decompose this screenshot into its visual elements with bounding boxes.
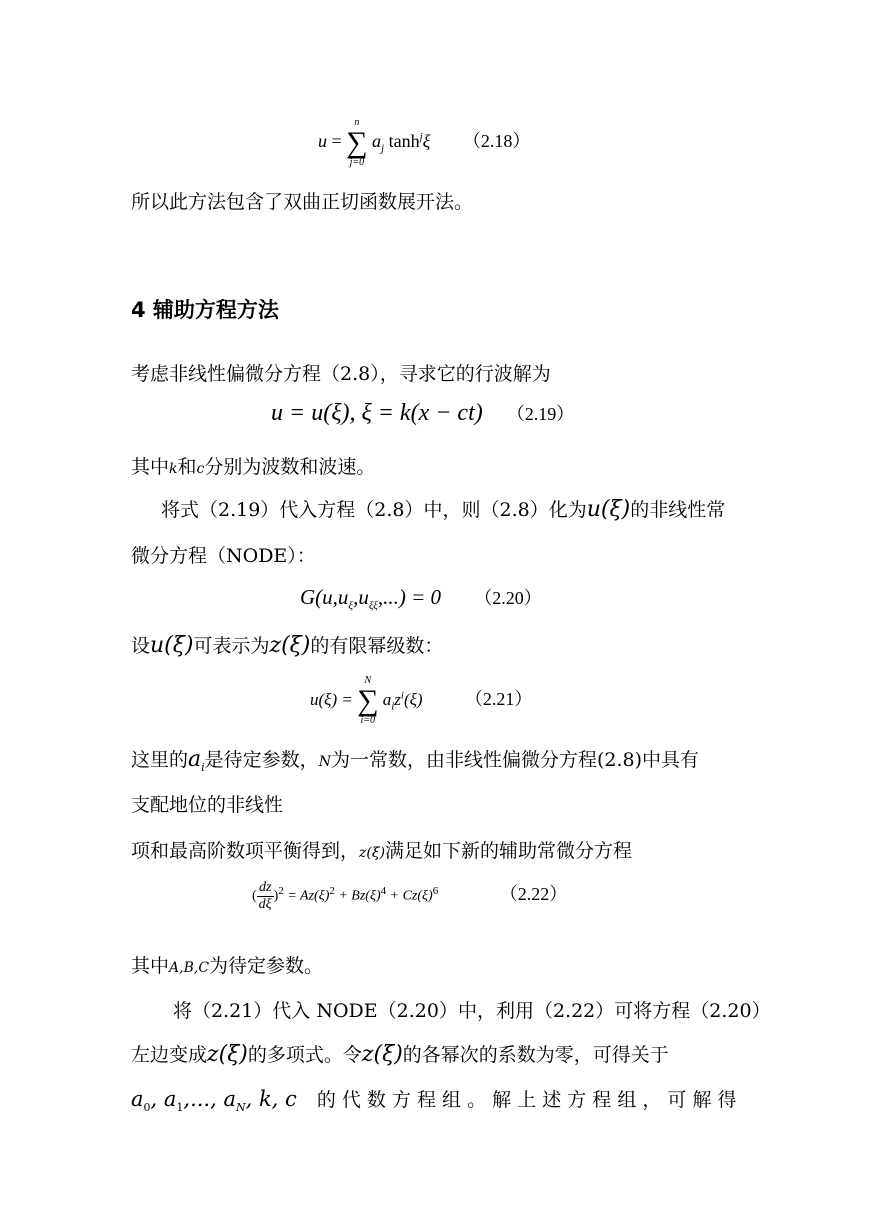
- eq-label: （2.22）: [499, 884, 568, 904]
- paragraph: 所以此方法包含了双曲正切函数展开法。: [131, 191, 474, 213]
- eq-body: u = u(ξ), ξ = k(x − ct): [271, 400, 483, 426]
- paragraph: 将式（2.19）代入方程（2.8）中，则（2.8）化为u(ξ)的非线性常: [161, 497, 726, 522]
- eq-label: （2.19）: [506, 404, 575, 424]
- tanh-fn: tanh: [388, 131, 420, 152]
- z-xi: z(ξ): [269, 633, 311, 658]
- derivative-fraction: $\frac{dz}{d\xi}$: [258, 880, 272, 912]
- sum-upper: n: [354, 117, 360, 128]
- coef-sub: j: [381, 142, 385, 155]
- eq-label: （2.20）: [474, 588, 542, 608]
- z-xi: z(ξ): [359, 845, 386, 861]
- xi-var: ξ: [422, 131, 431, 152]
- paragraph: 将（2.21）代入 NODE（2.20）中，利用（2.22）可将方程（2.20）: [173, 1000, 771, 1022]
- sum-operator: n ∑ j=0: [346, 117, 368, 168]
- equation-2-20: $G(u,u_\xi,u_{\xi\xi},...) = 0$ （2.20）: [300, 585, 542, 613]
- tanh-power: j: [419, 131, 423, 144]
- sum-operator: N ∑ i=0: [357, 675, 379, 726]
- c-var: c: [196, 461, 205, 477]
- k-var: k: [169, 461, 178, 477]
- eq-label: （2.21）: [464, 688, 533, 709]
- paragraph: $a_0$, $a_1$,..., $a_N$, k, c 的 代 数 方 程 组 。 解 上 述 方 程 组 ， 可 解 得: [131, 1087, 737, 1114]
- eq-equals: =: [331, 131, 342, 152]
- equation-2-21: u(ξ) = N ∑ i=0 $a_iz^i(\xi)$ （2.21）: [310, 675, 533, 726]
- paragraph: 左边变成z(ξ)的多项式。令z(ξ)的各幂次的系数为零，可得关于: [131, 1042, 669, 1067]
- paragraph: 这里的$a_i$是待定参数，N为一常数，由非线性偏微分方程(2.8)中具有: [131, 747, 699, 774]
- paragraph: 项和最高阶数项平衡得到，z(ξ)满足如下新的辅助常微分方程: [131, 840, 633, 862]
- paragraph: 设u(ξ)可表示为z(ξ)的有限幂级数：: [131, 633, 444, 658]
- equation-2-18: [318, 118, 530, 168]
- paragraph: 支配地位的非线性: [131, 794, 284, 816]
- equation-2-19: [271, 400, 574, 427]
- eq-label: （2.18）: [462, 131, 531, 152]
- paragraph: 其中k和c分别为波数和波速。: [131, 456, 376, 478]
- paragraph: 考虑非线性偏微分方程（2.8），寻求它的行波解为: [131, 363, 551, 385]
- u-xi: u(ξ): [150, 633, 194, 658]
- equation-2-22: ( $\frac{dz}{d\xi}$ )$^2 = Az(\xi)^2 + Bz(\xi)^4 + Cz(\xi)^6$ （2.22）: [252, 880, 568, 912]
- section-heading: 4 辅助方程方法: [131, 298, 279, 322]
- coef: a: [372, 131, 382, 152]
- paragraph: 其中A,B,C为待定参数。: [131, 955, 324, 977]
- eq-lhs: u: [318, 131, 327, 152]
- paragraph: 微分方程（NODE）：: [131, 545, 316, 567]
- sum-lower: j=0: [349, 157, 365, 168]
- u-xi: u(ξ): [586, 497, 631, 522]
